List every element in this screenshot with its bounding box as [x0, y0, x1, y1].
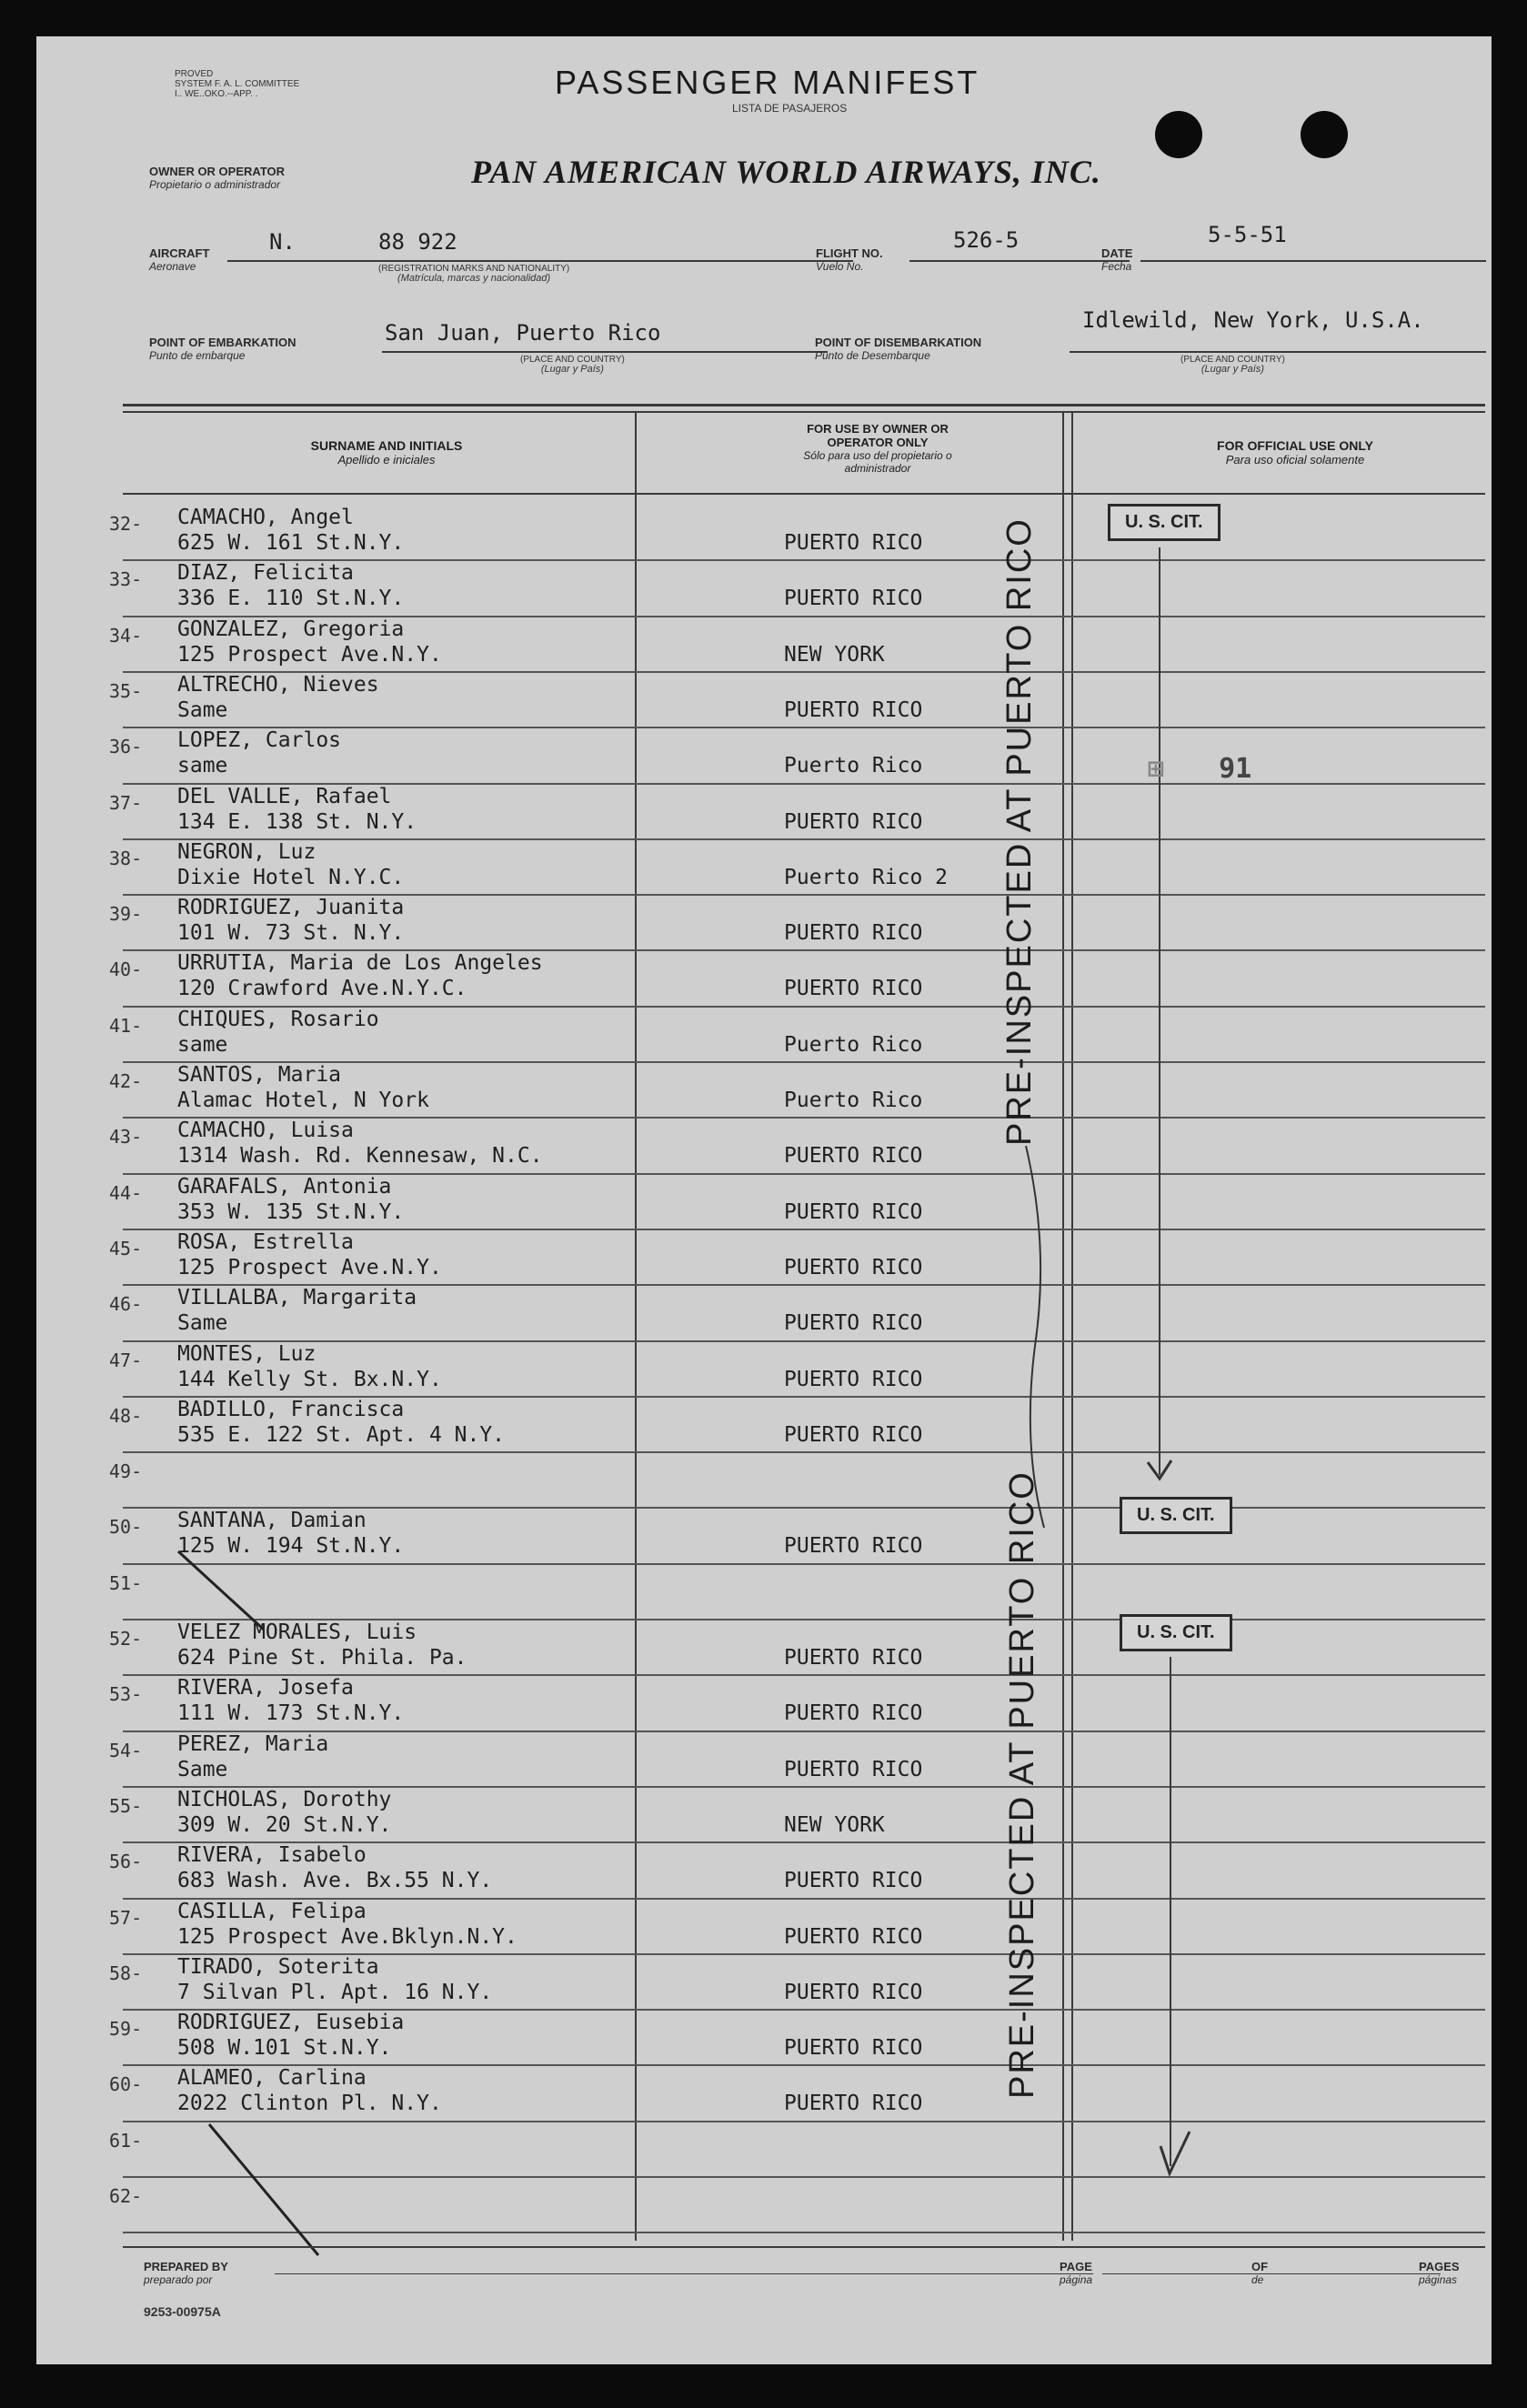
passenger-name: CAMACHO, Angel	[177, 506, 354, 529]
name-column-header: SURNAME AND INITIALS Apellido e iniciales	[123, 438, 650, 467]
table-top-rule	[123, 404, 1485, 406]
passenger-destination: PUERTO RICO	[784, 2092, 923, 2116]
row-rule	[123, 1451, 1485, 1453]
row-number: 41-	[109, 1014, 143, 1037]
passenger-address: 353 W. 135 St.N.Y.	[177, 1199, 405, 1224]
passenger-destination: PUERTO RICO	[784, 1199, 923, 1224]
passenger-address: 2022 Clinton Pl. N.Y.	[177, 2092, 442, 2116]
passenger-address: 625 W. 161 St.N.Y.	[177, 531, 405, 555]
disembarkation-label-es: Punto de Desembarque	[815, 349, 930, 362]
passenger-name: DEL VALLE, Rafael	[177, 784, 392, 808]
page-label: PAGE página	[1060, 2260, 1093, 2286]
passenger-name: CASILLA, Felipa	[177, 1899, 367, 1923]
passenger-address: 309 W. 20 St.N.Y.	[177, 1812, 392, 1837]
date-label: DATE Fecha	[1101, 246, 1133, 273]
row-number: 34-	[109, 624, 143, 647]
ditto-line	[1159, 547, 1160, 1475]
passenger-name: SANTOS, Maria	[177, 1063, 342, 1087]
header-bottom-rule	[123, 493, 1485, 495]
arrow-head	[1146, 1457, 1173, 1484]
passenger-name: URRUTIA, Maria de Los Angeles	[177, 951, 543, 976]
row-rule	[123, 1563, 1485, 1565]
disembarkation-label: POINT OF DISEMBARKATION Punto de Desembarque	[815, 336, 982, 362]
passenger-address: 125 W. 194 St.N.Y.	[177, 1534, 405, 1559]
passenger-name: VELEZ MORALES, Luis	[177, 1620, 417, 1644]
pages-label-es: páginas	[1419, 2273, 1458, 2286]
footer-rule	[123, 2246, 1485, 2248]
prepared-by-label: PREPARED BY preparado por	[144, 2260, 228, 2286]
passenger-name: ROSA, Estrella	[177, 1229, 354, 1254]
passenger-name: TIRADO, Soterita	[177, 1954, 379, 1979]
approval-line: PROVED	[175, 69, 214, 79]
passenger-address: 125 Prospect Ave.N.Y.	[177, 1255, 442, 1279]
passenger-name: RODRIGUEZ, Eusebia	[177, 2011, 405, 2035]
cancel-mark	[173, 1546, 282, 1637]
passenger-address: Same	[177, 1757, 228, 1781]
disembarkation-caption-es: (Lugar y País)	[1201, 364, 1264, 375]
row-rule	[123, 1340, 1485, 1342]
passenger-address: Same	[177, 1311, 228, 1336]
embarkation-caption: (PLACE AND COUNTRY) (Lugar y País)	[520, 355, 625, 375]
passenger-name: PEREZ, Maria	[177, 1731, 329, 1756]
passenger-name: SANTANA, Damian	[177, 1509, 367, 1533]
row-number: 56-	[109, 1851, 143, 1873]
passenger-name: MONTES, Luz	[177, 1341, 316, 1366]
passenger-destination: PUERTO RICO	[784, 1980, 923, 2004]
passenger-name: RODRIGUEZ, Juanita	[177, 896, 405, 920]
row-number: 44-	[109, 1181, 143, 1204]
row-number: 40-	[109, 958, 143, 981]
passenger-name: GARAFALS, Antonia	[177, 1174, 392, 1199]
passenger-name: CAMACHO, Luisa	[177, 1119, 354, 1143]
passenger-destination: PUERTO RICO	[784, 1367, 923, 1391]
passenger-destination: Puerto Rico	[784, 1032, 923, 1057]
us-cit-stamp: U. S. CIT.	[1120, 1614, 1232, 1651]
passenger-destination: PUERTO RICO	[784, 531, 923, 555]
column-divider	[1071, 413, 1073, 2241]
passenger-address: 111 W. 173 St.N.Y.	[177, 1701, 405, 1726]
passenger-address: 624 Pine St. Phila. Pa.	[177, 1646, 467, 1670]
cancel-mark	[173, 2119, 337, 2264]
row-number: 37-	[109, 791, 143, 814]
passenger-destination: PUERTO RICO	[784, 1757, 923, 1781]
row-number: 50-	[109, 1516, 143, 1539]
aircraft-registration: 88 922	[378, 229, 457, 255]
passenger-address: 508 W.101 St.N.Y.	[177, 2036, 392, 2061]
name-column-header-es: Apellido e iniciales	[337, 453, 436, 467]
operator-label: OWNER OR OPERATOR Propietario o administrador	[149, 165, 286, 191]
ditto-line	[1170, 1657, 1171, 2166]
passenger-address: 101 W. 73 St. N.Y.	[177, 921, 405, 946]
preinspected-stamp: PRE-INSPECTED AT PUERTO RICO	[1000, 517, 1039, 1146]
row-number: 57-	[109, 1906, 143, 1929]
row-number: 58-	[109, 1962, 143, 1984]
row-number: 55-	[109, 1794, 143, 1817]
date-label-es: Fecha	[1101, 260, 1132, 273]
passenger-name: VILLALBA, Margarita	[177, 1286, 417, 1310]
column-divider	[1062, 413, 1064, 2241]
passenger-address: 120 Crawford Ave.N.Y.C.	[177, 977, 467, 1001]
passenger-name: RIVERA, Isabelo	[177, 1843, 367, 1868]
passenger-destination: NEW YORK	[784, 642, 885, 667]
official-mark: ⊞ 91	[1148, 753, 1252, 785]
row-number: 32-	[109, 513, 143, 535]
passenger-destination: PUERTO RICO	[784, 1701, 923, 1726]
row-number: 54-	[109, 1739, 143, 1761]
passenger-destination: PUERTO RICO	[784, 1534, 923, 1559]
passenger-destination: PUERTO RICO	[784, 1869, 923, 1893]
approval-line: SYSTEM F. A. L. COMMITTEE	[175, 79, 300, 89]
passenger-destination: Puerto Rico 2	[784, 865, 949, 889]
row-number: 46-	[109, 1293, 143, 1316]
flight-rule	[909, 260, 1130, 262]
official-column-header: FOR OFFICIAL USE ONLY Para uso oficial solamente	[1105, 438, 1485, 467]
passenger-address: Dixie Hotel N.Y.C.	[177, 865, 405, 889]
punch-hole	[1155, 111, 1202, 158]
approval-line: I.. WE..OKO.--APP. .	[175, 89, 258, 99]
passenger-name: ALTRECHO, Nieves	[177, 672, 379, 697]
embarkation-label: POINT OF EMBARKATION Punto de embarque	[149, 336, 296, 362]
row-number: 43-	[109, 1126, 143, 1149]
passenger-address: same	[177, 1032, 228, 1057]
flight-number: 526-5	[953, 227, 1020, 253]
embarkation-place: San Juan, Puerto Rico	[385, 320, 661, 346]
passenger-address: 125 Prospect Ave.N.Y.	[177, 642, 442, 667]
of-label-es: de	[1251, 2273, 1264, 2286]
passenger-destination: PUERTO RICO	[784, 809, 923, 834]
of-label: OF de	[1251, 2260, 1269, 2286]
embarkation-rule	[382, 351, 828, 353]
passenger-address: 125 Prospect Ave.Bklyn.N.Y.	[177, 1924, 517, 1949]
row-number: 61-	[109, 2129, 143, 2152]
passenger-name: DIAZ, Felicita	[177, 561, 354, 586]
passenger-destination: PUERTO RICO	[784, 1646, 923, 1670]
preinspected-stamp: PRE-INSPECTED AT PUERTO RICO	[1003, 1470, 1041, 2099]
row-number: 53-	[109, 1683, 143, 1706]
row-number: 59-	[109, 2018, 143, 2041]
row-number: 45-	[109, 1237, 143, 1259]
embarkation-caption-es: (Lugar y País)	[540, 364, 604, 375]
passenger-destination: PUERTO RICO	[784, 977, 923, 1001]
passenger-address: 1314 Wash. Rd. Kennesaw, N.C.	[177, 1144, 543, 1169]
row-number: 52-	[109, 1628, 143, 1650]
row-number: 36-	[109, 736, 143, 758]
aircraft-label: AIRCRAFT Aeronave	[149, 246, 210, 273]
row-number: 33-	[109, 568, 143, 591]
passenger-name: BADILLO, Francisca	[177, 1397, 405, 1421]
passenger-destination: PUERTO RICO	[784, 921, 923, 946]
page-label-es: página	[1060, 2273, 1093, 2286]
row-number: 39-	[109, 903, 143, 926]
passenger-name: ALAMEO, Carlina	[177, 2066, 367, 2091]
prepared-by-rule	[275, 2273, 1093, 2274]
arrow-head	[1157, 2128, 1193, 2182]
disembarkation-place: Idlewild, New York, U.S.A.	[1082, 307, 1424, 333]
passenger-destination: PUERTO RICO	[784, 1311, 923, 1336]
punch-hole	[1301, 111, 1348, 158]
passenger-destination: Puerto Rico	[784, 754, 923, 778]
passenger-destination: NEW YORK	[784, 1812, 885, 1837]
passenger-address: 535 E. 122 St. Apt. 4 N.Y.	[177, 1422, 506, 1447]
operator-label-es: Propietario o administrador	[149, 178, 281, 191]
us-cit-stamp: U. S. CIT.	[1108, 504, 1221, 541]
disembarkation-rule	[1070, 351, 1486, 353]
passenger-destination: PUERTO RICO	[784, 2036, 923, 2061]
passenger-destination: PUERTO RICO	[784, 1255, 923, 1279]
disembarkation-caption: (PLACE AND COUNTRY) (Lugar y País)	[1180, 355, 1285, 375]
row-number: 49-	[109, 1460, 143, 1483]
row-number: 35-	[109, 679, 143, 702]
passenger-address: 7 Silvan Pl. Apt. 16 N.Y.	[177, 1980, 493, 2004]
row-number: 51-	[109, 1571, 143, 1594]
passenger-destination: PUERTO RICO	[784, 697, 923, 722]
passenger-name: RIVERA, Josefa	[177, 1676, 354, 1701]
of-rule	[1277, 2273, 1441, 2274]
aircraft-rule	[227, 260, 853, 262]
row-rule	[123, 838, 1485, 840]
passenger-destination: PUERTO RICO	[784, 587, 923, 611]
row-number: 47-	[109, 1349, 143, 1371]
row-number: 42-	[109, 1070, 143, 1092]
passenger-name: LOPEZ, Carlos	[177, 728, 342, 753]
us-cit-stamp: U. S. CIT.	[1120, 1497, 1232, 1534]
registration-caption: (REGISTRATION MARKS AND NATIONALITY) (Matrícula, marcas y nacionalidad)	[378, 264, 570, 284]
passenger-name: GONZALEZ, Gregoria	[177, 617, 405, 641]
passenger-address: 144 Kelly St. Bx.N.Y.	[177, 1367, 442, 1391]
official-column-header-es: Para uso oficial solamente	[1225, 453, 1365, 467]
passenger-destination: PUERTO RICO	[784, 1422, 923, 1447]
flight-label-es: Vuelo No.	[816, 260, 864, 273]
row-number: 60-	[109, 2073, 143, 2096]
row-number: 38-	[109, 847, 143, 869]
manifest-subtitle: LISTA DE PASAJEROS	[732, 102, 848, 115]
aircraft-prefix: N.	[269, 229, 296, 255]
operator-name: PAN AMERICAN WORLD AIRWAYS, INC.	[471, 154, 1101, 190]
passenger-address: Same	[177, 697, 228, 722]
passenger-name: CHIQUES, Rosario	[177, 1007, 379, 1031]
flight-date: 5-5-51	[1208, 222, 1287, 247]
passenger-name: NICHOLAS, Dorothy	[177, 1787, 392, 1811]
passenger-name: NEGRON, Luz	[177, 839, 316, 864]
owner-column-header-es: Sólo para uso del propietario o administrador	[803, 449, 952, 475]
passenger-address: 134 E. 138 St. N.Y.	[177, 809, 417, 834]
manifest-title: PASSENGER MANIFEST	[555, 64, 980, 101]
row-number: 48-	[109, 1404, 143, 1427]
prepared-by-label-es: preparado por	[144, 2273, 213, 2286]
embarkation-label-es: Punto de embarque	[149, 349, 246, 362]
manifest-sheet	[36, 36, 1492, 2364]
passenger-address: 683 Wash. Ave. Bx.55 N.Y.	[177, 1869, 493, 1893]
passenger-address: Alamac Hotel, N York	[177, 1089, 429, 1112]
passenger-destination: PUERTO RICO	[784, 1924, 923, 1949]
date-rule	[1140, 260, 1486, 262]
registration-caption-es: (Matrícula, marcas y nacionalidad)	[397, 273, 551, 284]
form-number: 9253-00975A	[144, 2304, 221, 2319]
column-divider	[635, 413, 637, 2241]
passenger-destination: Puerto Rico	[784, 1089, 923, 1112]
approval-block	[175, 69, 299, 99]
bracket-mark	[1017, 1146, 1053, 1528]
flight-label: FLIGHT NO. Vuelo No.	[816, 246, 883, 273]
owner-column-header: FOR USE BY OWNER OR OPERATOR ONLY Sólo para uso del propietario o administrador	[664, 422, 1091, 475]
aircraft-label-es: Aeronave	[149, 260, 196, 273]
passenger-address: 336 E. 110 St.N.Y.	[177, 587, 405, 611]
pages-label: PAGES páginas	[1419, 2260, 1460, 2286]
table-top-rule	[123, 411, 1485, 413]
passenger-address: same	[177, 754, 228, 778]
row-number: 62-	[109, 2185, 143, 2207]
passenger-destination: PUERTO RICO	[784, 1144, 923, 1169]
